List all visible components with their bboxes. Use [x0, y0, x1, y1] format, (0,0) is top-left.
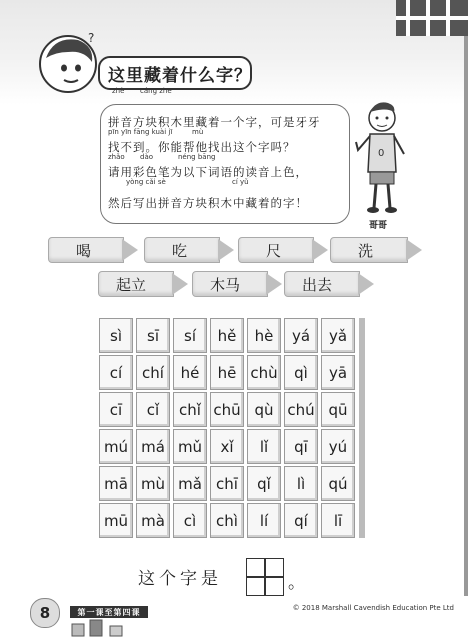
pinyin-block-text: xǐ: [220, 437, 234, 456]
pinyin-block-text: chí: [142, 363, 164, 382]
pinyin-block[interactable]: [284, 429, 318, 464]
instruction-line-2: 找不到。你能帮他找出这个字吗？: [108, 140, 296, 154]
pinyin-block[interactable]: [136, 318, 170, 353]
answer-prompt: 这个字是: [138, 569, 222, 589]
pinyin-block-text: mǔ: [177, 437, 203, 456]
pinyin-block-text: sí: [184, 326, 196, 345]
pinyin-block[interactable]: [136, 429, 170, 464]
pinyin-block[interactable]: [210, 466, 244, 501]
pinyin-block-text: mù: [140, 474, 166, 493]
pinyin-block-text: mā: [104, 474, 128, 493]
boy-character-icon: [352, 100, 412, 218]
pinyin-block[interactable]: [99, 392, 133, 427]
pinyin-block-text: hè: [254, 326, 274, 345]
instruction-pinyin-1a: pīn yīn fāng kuài jī: [108, 128, 173, 136]
pinyin-block[interactable]: [321, 429, 355, 464]
pinyin-block-text: mà: [141, 511, 165, 530]
answer-box[interactable]: [246, 558, 284, 596]
pinyin-block[interactable]: [247, 355, 281, 390]
pinyin-block[interactable]: [136, 392, 170, 427]
word-crayon-label: 喝: [76, 242, 92, 260]
title-pinyin-zhe: zhè: [112, 87, 125, 95]
pinyin-block[interactable]: [321, 392, 355, 427]
pinyin-block[interactable]: [210, 392, 244, 427]
pinyin-block-text: hē: [217, 363, 237, 382]
word-crayon[interactable]: [284, 271, 374, 297]
word-crayon-label: 吃: [172, 242, 188, 260]
pinyin-block-text: sì: [110, 326, 122, 345]
pinyin-block-text: hě: [217, 326, 237, 345]
pinyin-block-text: yú: [328, 437, 348, 456]
pinyin-block[interactable]: [210, 503, 244, 538]
word-crayon-label: 木马: [210, 276, 241, 294]
instruction-pinyin-3b: cí yǔ: [232, 178, 249, 186]
pinyin-block[interactable]: [284, 466, 318, 501]
word-crayon-label: 尺: [266, 242, 282, 260]
instruction-line-4: 然后写出拼音方块积木中藏着的字！: [108, 196, 308, 210]
instruction-line-3: 请用彩色笔为以下词语的读音上色，: [108, 165, 308, 179]
word-crayon-label: 洗: [358, 242, 374, 260]
word-crayon[interactable]: [330, 237, 422, 263]
pinyin-block[interactable]: [284, 392, 318, 427]
pinyin-block-text: qì: [294, 363, 308, 382]
pinyin-block[interactable]: [99, 355, 133, 390]
instruction-pinyin-1b: mù: [192, 128, 204, 136]
pinyin-block-text: mū: [103, 511, 129, 530]
instruction-pinyin-2b: dào: [140, 153, 154, 161]
pinyin-block-text: chù: [250, 363, 278, 382]
word-crayon-label: 出去: [302, 276, 333, 294]
pinyin-block[interactable]: [210, 318, 244, 353]
pinyin-block-text: cī: [109, 400, 123, 419]
pinyin-block-text: qǐ: [257, 474, 271, 493]
pinyin-block-text: má: [141, 437, 165, 456]
pinyin-block-text: chū: [213, 400, 241, 419]
word-crayon[interactable]: [144, 237, 234, 263]
pinyin-block[interactable]: [210, 429, 244, 464]
pinyin-block-text: mǎ: [178, 474, 202, 493]
blocks-icon: [70, 618, 140, 638]
lessons-label: 第一课至第四课: [70, 606, 148, 618]
pinyin-block-text: yā: [328, 363, 348, 382]
pinyin-block[interactable]: [99, 466, 133, 501]
grid-shadow: [359, 318, 365, 538]
pinyin-block-text: lī: [333, 511, 343, 530]
window-graphic: [396, 0, 468, 36]
pinyin-block-text: lǐ: [259, 437, 269, 456]
pinyin-block[interactable]: [321, 503, 355, 538]
pinyin-block[interactable]: [284, 503, 318, 538]
pinyin-block-text: qú: [328, 474, 348, 493]
word-crayon[interactable]: [238, 237, 328, 263]
answer-end-mark: 。: [288, 573, 305, 593]
pinyin-block-text: hé: [180, 363, 200, 382]
pinyin-block[interactable]: [247, 466, 281, 501]
instruction-pinyin-3a: yòng cǎi sè: [126, 178, 166, 186]
pinyin-block-text: cí: [109, 363, 123, 382]
pinyin-block-text: lí: [259, 511, 269, 530]
pinyin-block[interactable]: [321, 466, 355, 501]
instruction-line-1: 拼音方块积木里藏着一个字，可是牙牙: [108, 115, 321, 129]
instruction-pinyin-2c: néng bāng: [178, 153, 216, 161]
pinyin-block-text: yǎ: [328, 326, 348, 345]
pinyin-block[interactable]: [173, 355, 207, 390]
svg-text:?: ?: [88, 32, 95, 45]
pinyin-block[interactable]: [321, 355, 355, 390]
pinyin-block[interactable]: [247, 392, 281, 427]
svg-text:0: 0: [378, 148, 385, 159]
page-edge: [464, 36, 468, 596]
page-number: 8: [30, 598, 60, 628]
pinyin-block[interactable]: [321, 318, 355, 353]
pinyin-block-text: cǐ: [146, 400, 160, 419]
pinyin-block[interactable]: [247, 318, 281, 353]
pinyin-block[interactable]: [99, 503, 133, 538]
character-label: 哥哥: [369, 221, 388, 231]
pinyin-block[interactable]: [210, 355, 244, 390]
pinyin-block-text: qū: [328, 400, 348, 419]
pinyin-block[interactable]: [173, 318, 207, 353]
pinyin-block-text: chǐ: [179, 400, 201, 419]
pinyin-block[interactable]: [247, 429, 281, 464]
pinyin-block-text: mú: [103, 437, 129, 456]
page-title: [98, 56, 252, 90]
pinyin-block[interactable]: [173, 392, 207, 427]
pinyin-block[interactable]: [136, 466, 170, 501]
pinyin-block-text: cì: [183, 511, 197, 530]
pinyin-block[interactable]: [247, 503, 281, 538]
pinyin-block[interactable]: [284, 318, 318, 353]
pinyin-block[interactable]: [136, 503, 170, 538]
pinyin-block-text: lì: [296, 474, 306, 493]
word-crayon[interactable]: [192, 271, 282, 297]
pinyin-block[interactable]: [173, 503, 207, 538]
pinyin-block[interactable]: [173, 466, 207, 501]
pinyin-block[interactable]: [136, 355, 170, 390]
page-title-text: 这里藏着什么字？: [108, 66, 252, 86]
boy-avatar-icon: [34, 32, 100, 94]
pinyin-block-text: qí: [294, 511, 308, 530]
word-crayon-label: 起立: [116, 276, 147, 294]
pinyin-block-text: qù: [254, 400, 274, 419]
pinyin-block-text: chì: [216, 511, 238, 530]
pinyin-block-text: sī: [147, 326, 159, 345]
word-crayon[interactable]: [48, 237, 138, 263]
pinyin-block[interactable]: [99, 429, 133, 464]
pinyin-block[interactable]: [284, 355, 318, 390]
instruction-pinyin-2a: zhǎo: [108, 153, 125, 161]
pinyin-block[interactable]: [173, 429, 207, 464]
copyright-text: © 2018 Marshall Cavendish Education Pte Ltd: [292, 604, 454, 612]
title-pinyin-cangzhe: cáng zhe: [140, 87, 172, 95]
pinyin-block-text: chī: [216, 474, 238, 493]
pinyin-block-text: qī: [294, 437, 308, 456]
pinyin-block[interactable]: [99, 318, 133, 353]
pinyin-block-text: yá: [291, 326, 311, 345]
pinyin-block-text: chú: [287, 400, 315, 419]
word-crayon[interactable]: [98, 271, 188, 297]
